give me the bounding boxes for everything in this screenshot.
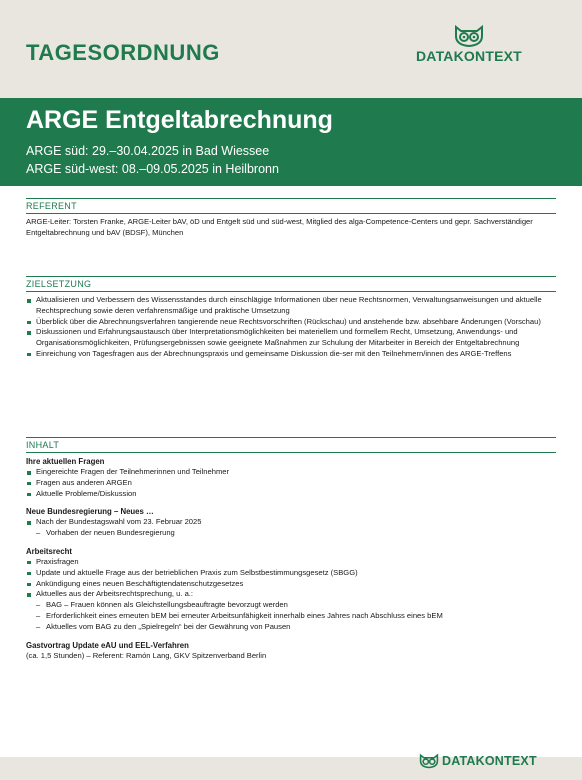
group-sublist	[26, 528, 556, 539]
sub-list-item: – Vorhaben der neuen Bundesregierung	[26, 528, 556, 539]
list-item: Eingereichte Fragen der Teilnehmerinnen und Teilnehmer	[26, 467, 556, 478]
list-item: Aktuelle Probleme/Diskussion	[26, 489, 556, 500]
inhalt-section	[26, 437, 556, 661]
group-title: Gastvortrag Update eAU und EEL-Verfahren	[26, 640, 189, 650]
group-list	[26, 557, 556, 600]
group-title: Arbeitsrecht	[26, 546, 72, 556]
list-item: Praxisfragen	[26, 557, 556, 568]
owl-icon	[452, 24, 486, 48]
list-item: Fragen aus anderen ARGEn	[26, 478, 556, 489]
sub-list-item: – Erforderlichkeit eines erneuten bEM bei erneuter Arbeitsunfähigkeit innerhalb eines Jahres nach Abschluss eines bEM	[26, 611, 556, 622]
hero-banner	[0, 98, 582, 186]
agenda-title: TAGESORDNUNG	[26, 40, 220, 65]
zielsetzung-section	[26, 276, 556, 360]
sub-list-item: – Aktuelles vom BAG zu den „Spielregeln“ bei der Gewährung von Pausen	[26, 622, 556, 633]
inhalt-heading: INHALT	[26, 437, 556, 453]
list-item: Update und aktuelle Frage aus der betrieblichen Praxis zum Selbstbestimmungsgesetz (SBGG)	[26, 568, 556, 579]
event-date-suedwest: ARGE süd-west: 08.–09.05.2025 in Heilbronn	[26, 162, 279, 176]
group-list	[26, 517, 556, 528]
referent-heading: REFERENT	[26, 198, 556, 214]
gastvortrag-text: (ca. 1,5 Stunden) – Referent: Ramón Lang, GKV Spitzenverband Berlin	[26, 650, 267, 660]
list-item: Überblick über die Abrechnungsverfahren tangierende neue Rechtsvorschriften (Rückschau) und anstehende bzw. absehbare Änderungen (Vorschau)	[26, 317, 556, 328]
group-title: Ihre aktuellen Fragen	[26, 457, 105, 466]
list-item: Aktualisieren und Verbessern des Wissensstandes durch einschlägige Informationen über neue Rechtsnormen, Verwaltungsanweisungen und aktuelle Rechtsprechung sowie deren verfahrensmäßige und praktische Umsetzung	[26, 295, 556, 317]
list-item: Diskussionen und Erfahrungsaustausch über Interpretationsmöglichkeiten bei materiellem und formellem Recht, Umsetzung, Anwendungs- und Organisationsmöglichkeiten, Prüfungsergebnissen sowie geeignete Maßnahmen zur Schulung der Mitarbeiter in Bereich der Entgeltabrechnung	[26, 327, 556, 349]
group-title: Neue Bundesregierung – Neues …	[26, 507, 154, 517]
list-item: Ankündigung eines neuen Beschäftigtendatenschutzgesetzes	[26, 579, 556, 590]
logo-text: DATAKONTEXT	[416, 48, 522, 64]
logo-text: DATAKONTEXT	[442, 754, 537, 768]
footer-logo	[418, 753, 537, 769]
group-sublist	[26, 600, 556, 632]
sub-list-item: – BAG – Frauen können als Gleichstellungsbeauftragte bevorzugt werden	[26, 600, 556, 611]
zielsetzung-list	[26, 295, 556, 360]
datakontext-logo	[416, 24, 522, 64]
event-date-sued: ARGE süd: 29.–30.04.2025 in Bad Wiessee	[26, 144, 270, 158]
referent-text: ARGE-Leiter: Torsten Franke, ARGE-Leiter bAV, öD und Entgelt süd und süd-west, Mitglied des alga-Competence-Centers und gepr. Sachverständiger Entgeltabrechnung und bAV (BDSF), München	[26, 217, 533, 237]
list-item: Aktuelles aus der Arbeitsrechtsprechung, u. a.:	[26, 589, 556, 600]
owl-icon	[418, 753, 440, 769]
event-title: ARGE Entgeltabrechnung	[26, 106, 333, 134]
zielsetzung-heading: ZIELSETZUNG	[26, 276, 556, 292]
list-item: Einreichung von Tagesfragen aus der Abrechnungspraxis und gemeinsame Diskussion die-ser mit den Teilnehmern/innen des ARGE-Treffens	[26, 349, 556, 360]
referent-section	[26, 198, 556, 239]
group-list	[26, 467, 556, 499]
list-item: Nach der Bundestagswahl vom 23. Februar 2025	[26, 517, 556, 528]
